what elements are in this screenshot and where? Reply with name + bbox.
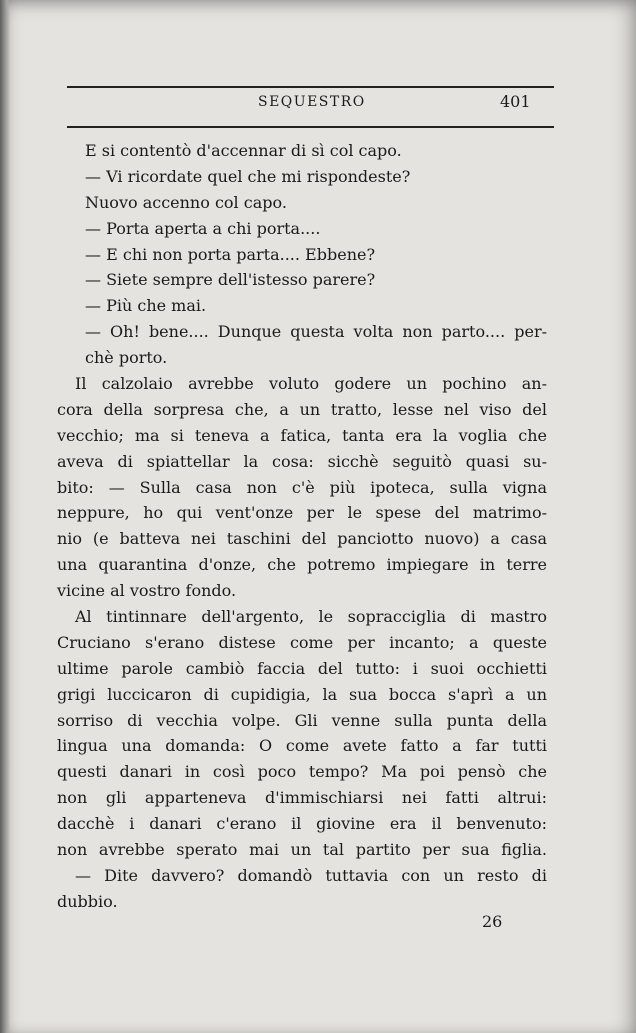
- text-line: — Più che mai.: [85, 296, 207, 316]
- text-line: Nuovo accenno col capo.: [85, 192, 287, 212]
- signature-mark: 26: [482, 912, 503, 931]
- text-line: lingua una domanda: O come avete fatto a far tutti: [57, 736, 547, 756]
- text-line: aveva di spiattellar la cosa: sicchè seguitò quasi su-: [57, 451, 547, 471]
- text-line: — Siete sempre dell'istesso parere?: [85, 270, 376, 290]
- text-line: — Porta aperta a chi porta....: [85, 218, 321, 238]
- text-line: bito: — Sulla casa non c'è più ipoteca, sulla vigna: [57, 477, 547, 497]
- text-line: grigi luccicaron di cupidigia, la sua bocca s'aprì a un: [57, 684, 547, 704]
- header-rule-top: [67, 86, 554, 88]
- text-line: cora della sorpresa che, a un tratto, lesse nel viso del: [57, 399, 547, 419]
- text-line: nio (e batteva nei taschini del panciotto nuovo) a casa: [57, 529, 547, 549]
- text-line: vecchio; ma si teneva a fatica, tanta era la voglia che: [57, 425, 547, 445]
- page-binding-shadow: [0, 0, 10, 1033]
- text-line: Cruciano s'erano distese come per incanto; a queste: [57, 632, 547, 652]
- text-line: ultime parole cambiò faccia del tutto: i suoi occhietti: [57, 658, 547, 678]
- text-line: neppure, ho qui vent'onze per le spese del matrimo-: [57, 503, 547, 523]
- text-line: una quarantina d'onze, che potremo impiegare in terre: [57, 555, 547, 575]
- text-line: non avrebbe sperato mai un tal partito per sua figlia.: [57, 840, 547, 860]
- text-line: vicine al vostro fondo.: [57, 581, 237, 601]
- text-line: — Oh! bene.... Dunque questa volta non parto.... per-: [85, 322, 547, 342]
- page-number: 401: [500, 92, 531, 111]
- text-line: E si contentò d'accennar di sì col capo.: [85, 141, 402, 160]
- text-line: — Vi ricordate quel che mi rispondeste?: [85, 166, 411, 186]
- text-line: Il calzolaio avrebbe voluto godere un pochino an-: [75, 374, 547, 394]
- running-head: SEQUESTRO: [258, 94, 366, 110]
- body-text: [57, 138, 547, 915]
- text-line: sorriso di vecchia volpe. Gli venne sulla punta della: [57, 710, 547, 730]
- text-line: dacchè i danari c'erano il giovine era il benvenuto:: [57, 814, 547, 834]
- text-line: chè porto.: [85, 348, 168, 368]
- text-line: Al tintinnare dell'argento, le sopracciglia di mastro: [75, 607, 547, 627]
- text-line: — E chi non porta parta.... Ebbene?: [85, 244, 376, 264]
- text-line: — Dite davvero? domandò tuttavia con un resto di: [75, 865, 547, 885]
- text-line: non gli apparteneva d'immischiarsi nei fatti altrui:: [57, 788, 547, 808]
- header-rule-bottom: [67, 126, 554, 128]
- text-line: questi danari in così poco tempo? Ma poi pensò che: [57, 762, 547, 782]
- text-line: dubbio.: [57, 891, 118, 911]
